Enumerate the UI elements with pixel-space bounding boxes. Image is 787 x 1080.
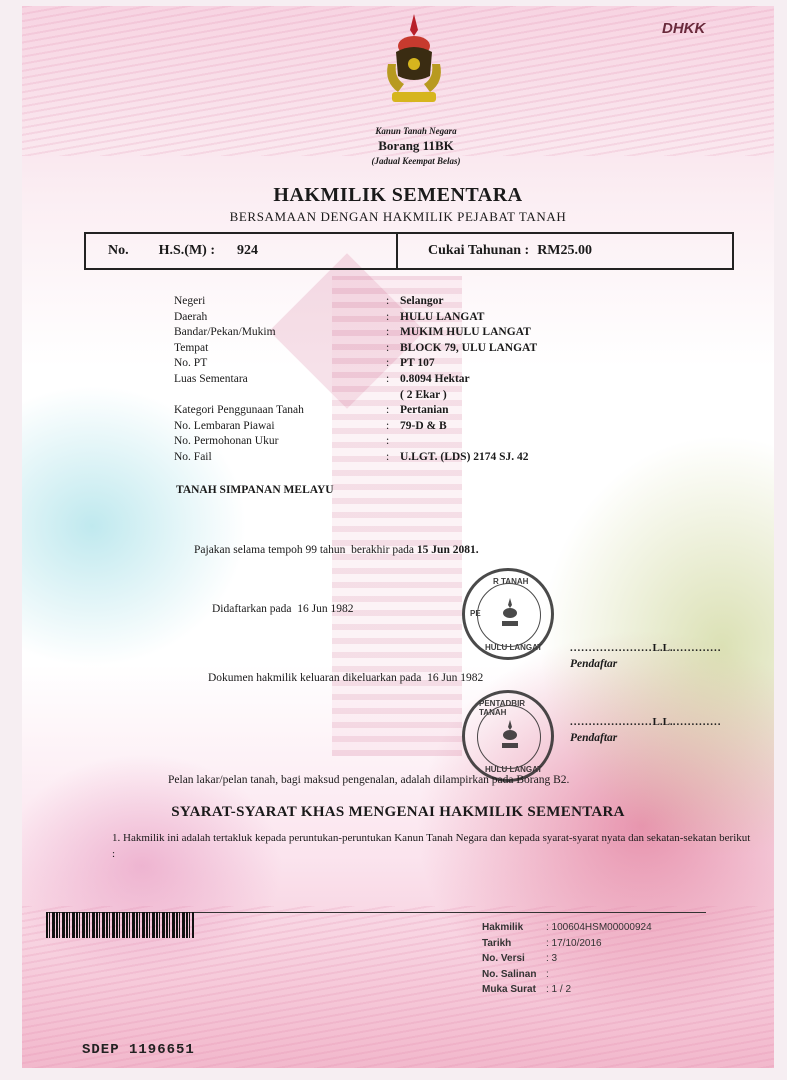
detail-row: Bandar/Pekan/Mukim : MUKIM HULU LANGAT <box>174 326 531 339</box>
tax-label: Cukai Tahunan : <box>428 243 530 258</box>
administrator-stamp: PENTADBIR TANAH HULU LANGAT <box>462 690 554 782</box>
detail-row: No. Fail : U.LGT. (LDS) 2174 SJ. 42 <box>174 450 529 463</box>
registration-statement: Didaftarkan pada 16 Jun 1982 <box>212 603 354 615</box>
issuance-statement: Dokumen hakmilik keluaran dikeluarkan pada 16 Jun 1982 <box>208 672 484 684</box>
tax-value: RM25.00 <box>537 243 593 258</box>
detail-row: Tempat : BLOCK 79, ULU LANGAT <box>174 341 538 354</box>
crest-emblem-icon <box>499 719 521 753</box>
registrar-signature-2: ......................L.L.............. <box>570 716 722 728</box>
conditions-heading: SYARAT-SYARAT KHAS MENGENAI HAKMILIK SEMENTARA <box>171 804 625 820</box>
title-number-box <box>84 232 734 270</box>
detail-row: No. Lembaran Piawai : 79-D & B <box>174 419 447 432</box>
detail-row: Luas Sementara : 0.8094 Hektar <box>174 372 470 385</box>
no-label: No. <box>108 243 129 258</box>
document-title: HAKMILIK SEMENTARA <box>273 184 523 206</box>
schedule-name: (Jadual Keempat Belas) <box>371 156 461 166</box>
title-number: 924 <box>237 243 259 258</box>
registrar-role-1: Pendaftar <box>570 658 618 670</box>
crest-emblem-icon <box>499 597 521 631</box>
registrar-role-2: Pendaftar <box>570 732 618 744</box>
detail-row: Kategori Penggunaan Tanah : Pertanian <box>174 404 449 417</box>
meta-row: Hakmilik : 100604HSM00000924 <box>482 922 652 933</box>
form-name: Borang 11BK <box>378 138 454 153</box>
meta-row: Tarikh : 17/10/2016 <box>482 937 602 949</box>
detail-row: No. PT : PT 107 <box>174 357 435 370</box>
state-crest-icon <box>374 12 454 112</box>
detail-row: No. Permohonan Ukur : <box>174 435 390 448</box>
act-name: Kanun Tanah Negara <box>375 126 457 136</box>
detail-row: Negeri : Selangor <box>174 295 444 307</box>
title-type: H.S.(M) : <box>158 243 216 258</box>
registrar-signature-1: ......................L.L.............. <box>570 642 722 654</box>
plan-note: Pelan lakar/pelan tanah, bagi maksud pengenalan, adalah dilampirkan pada Borang B2. <box>168 774 570 786</box>
reserve-note: TANAH SIMPANAN MELAYU <box>176 484 334 496</box>
meta-row: No. Salinan : <box>482 968 549 980</box>
corner-code: DHKK <box>662 20 706 37</box>
meta-row: No. Versi : 3 <box>482 953 558 964</box>
serial-number: SDEP 1196651 <box>82 1042 195 1058</box>
detail-row: ( 2 Ekar ) <box>400 388 447 401</box>
land-details <box>174 294 537 466</box>
document-subtitle: BERSAMAAN DENGAN HAKMILIK PEJABAT TANAH <box>229 209 567 224</box>
barcode <box>46 912 194 938</box>
detail-row: Daerah : HULU LANGAT <box>174 310 485 323</box>
land-office-stamp: R TANAH PE HULU LANGAT <box>462 568 554 660</box>
lease-statement: Pajakan selama tempoh 99 tahun berakhir pada 15 Jun 2081. <box>194 544 479 556</box>
condition-clause-1: 1. Hakmilik ini adalah tertakluk kepada peruntukan-peruntukan Kanun Tanah Negara dan kepada syarat-syarat nyata dan sekatan-sekatan berikut : <box>112 832 751 860</box>
title-metadata <box>482 920 652 998</box>
meta-row: Muka Surat : 1 / 2 <box>482 984 572 995</box>
title-document <box>22 6 774 1068</box>
